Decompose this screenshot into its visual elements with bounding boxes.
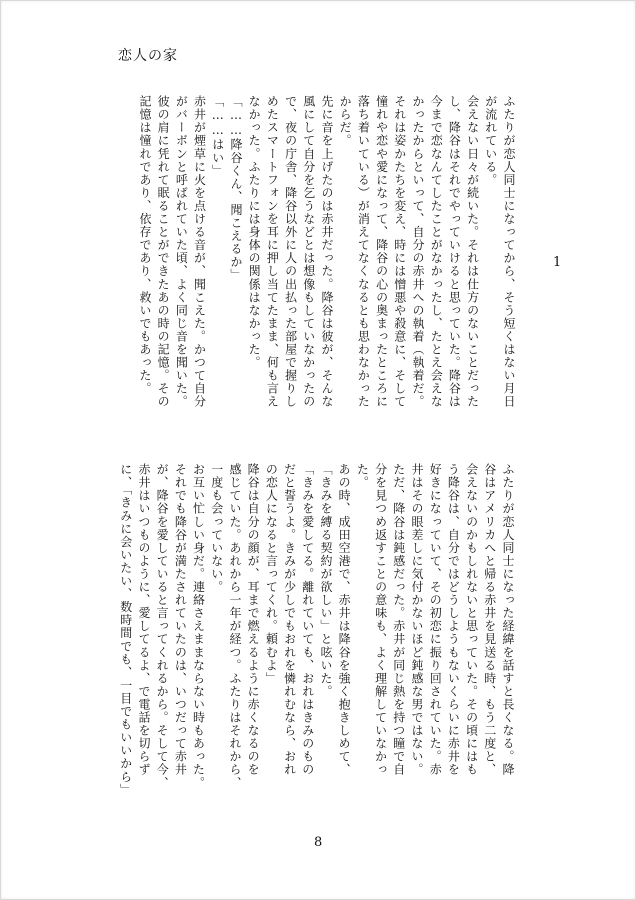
text-line: で、夜の庁舎、降谷以外に人の出払った部屋で握りし [283, 95, 298, 409]
text-line: 感じていた。あれから一年が経つ。ふたりはそれから、 [227, 463, 242, 790]
text-line: 会えない日々が続いた。それは仕方のないことだった [465, 95, 480, 409]
text-line: 分を見つめ返すことの意味も、よく理解していなかっ [373, 463, 388, 777]
text-line: 一度も会っていない。 [209, 463, 224, 594]
text-line: う降谷は、自分ではどうしようもないくらいに赤井を [446, 463, 461, 777]
text-line: 先に音を上げたのは赤井だった。降谷は彼が、そんな [319, 95, 334, 409]
text-line: ふたりが恋人同士になった経緯を話すと長くなる。降 [501, 463, 515, 777]
text-line: が流れている。 [483, 95, 498, 187]
running-header-title: 恋人の家 [118, 48, 178, 64]
text-line: 井はその眼差しに気付かないほど鈍感な男ではない。 [409, 463, 424, 777]
text-line: 記憶は憧れであり、依存であり、救いでもあった。 [137, 95, 152, 396]
text-line: 風にして自分を乞うなどとは想像もしていなかったの [301, 95, 316, 409]
text-line: 降谷は自分の顔が、耳まで燃えるように赤くなるのを [246, 463, 261, 777]
text-line: からだ。 [338, 95, 353, 148]
text-line: お互い忙しい身だ。連絡さえままならない時もあった。 [191, 463, 206, 790]
text-line: に、「きみに会いたい、数時間でも、一目でもいいから」 [118, 463, 133, 797]
text-line: 赤井はいつものように、愛してるよ、で電話を切らず [136, 463, 151, 777]
text-line: ふたりが恋人同士になってから、そう短くはない月日 [502, 95, 516, 409]
text-line: なかった。ふたりには身体の関係はなかった。 [247, 95, 262, 370]
text-line: それは姿かたちを変え、時には憎悪や殺意に、そして [392, 95, 407, 409]
bottom-text-block [105, 463, 517, 831]
text-line: の恋人になると言ってくれ。頼むよ」 [264, 463, 279, 685]
text-line: 谷はアメリカへと帰る赤井を見送る時、もう二度と、 [482, 463, 497, 777]
text-line: 彼の肩に凭れて眠ることができたあの時の記憶。その [156, 95, 171, 409]
text-line: それでも降谷が満たされていたのは、いつだって赤井 [173, 463, 188, 777]
text-line: 今まで恋なんてしたことがなかったし、たとえ会えな [429, 95, 444, 409]
text-line: あの時、成田空港で、赤井は降谷を強く抱きしめて、 [337, 463, 352, 777]
top-text-block [123, 95, 518, 425]
text-line: た。 [355, 463, 370, 490]
text-line: し、降谷はそれでやっていけると思っていた。降谷は [447, 95, 462, 409]
text-line: がバーボンと呼ばれていた頃、よく同じ音を聞いた。 [174, 95, 189, 409]
text-line: 落ち着いている）が消えてなくなるとも思わなかった [356, 95, 371, 409]
text-line: 「……降谷くん、聞こえるか」 [228, 95, 243, 282]
text-line: めたスマートフォンを耳に押し当てたまま、何も言え [265, 95, 280, 409]
text-line: 「きみを縛る契約が欲しい」と呟いた。 [318, 463, 333, 698]
text-line: かったからといって、自分の赤井への執着（執着だ。 [410, 95, 425, 409]
page-number: 8 [314, 835, 323, 850]
text-line: 「きみを愛してる。離れていても、おれはきみのもの [300, 463, 315, 777]
chapter-number: 1 [553, 255, 562, 270]
text-line: が、降谷を愛していると言ってくれるから。そして今、 [155, 463, 170, 790]
text-line: ただ、降谷は鈍感だった。赤井が同じ熱を持つ瞳で自 [391, 463, 406, 777]
text-line: 会えないのかもしれないと思っていた。その頃にはも [464, 463, 479, 777]
text-line: 好きになっていて、その初恋に振り回されていた。赤 [428, 463, 443, 777]
text-line: 赤井が煙草に火を点ける音が、聞こえた。かつて自分 [192, 95, 207, 409]
text-line: 憧れや恋や愛になって、降谷の心の奥まったところに [374, 95, 389, 409]
text-line: 「……はい」 [210, 95, 225, 178]
text-line: だと誓うよ。きみが少しでもおれを憐れむなら、おれ [282, 463, 297, 777]
